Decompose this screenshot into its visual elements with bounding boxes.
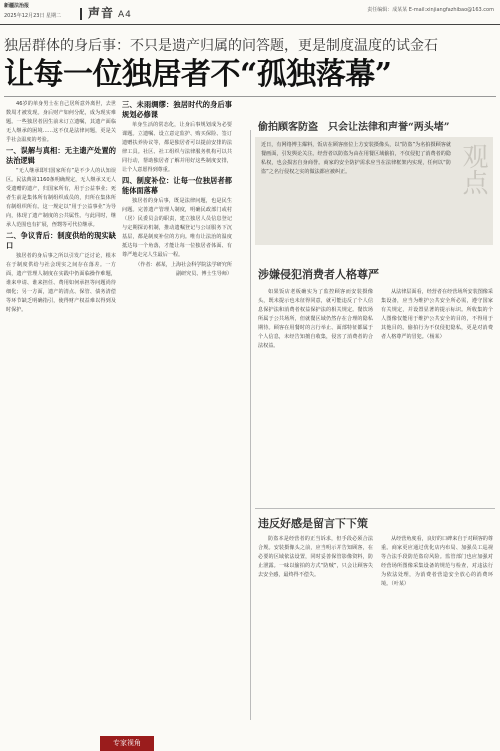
issue-date: 2025年12月23日 星期二 (4, 13, 62, 19)
box2-title: 涉嫌侵犯消费者人格尊严 (258, 268, 379, 281)
article-kicker: 独居群体的身后事：不只是遗产归属的问答题，更是制度温度的试金石 (4, 38, 438, 54)
section-4-title: 四、制度补位：让每一位独居者都能体面落幕 (122, 176, 232, 195)
box1-title: 偷拍顾客防盗 只会让法律和声誉“两头堵” (258, 122, 450, 133)
box3-column-b (381, 535, 493, 735)
box3-text-b: 从经营角度看，良好的口碑来自于对顾客的尊重。商家更应通过优化店内布局、加强员工巡视等合法手段防范盗窃风险。监管部门也应加强对经营场所图像采集设备的规范与检查，对违法行为依法处理，为消费者营造安全放心的消费环境。（叶某） (381, 536, 493, 587)
section-1-text: “无人继承即归国家所有”是不少人的认知误区。民法典第1160条明确规定，无人继承又无人受遗赠的遗产，归国家所有，用于公益事业；死者生前是集体所有制组织成员的，归所在集体所有制组织所有。这一规定以“用于公益事业”为导向，体现了遗产制度的公共属性。与此同时，继承人范围也有扩展，侄甥等可代位继承。 (6, 168, 116, 228)
section-2-text: 独居者的身后事之所以引发广泛讨论，根本在于制度供给与社会现实之间存在落差。一方面，遗产管理人制度在实践中仍面临操作难题，谁来申请、谁来担任、费用如何承担等问题尚待细化；另一方面，遗产的清点、保管、债务清偿等环节缺乏明确指引，使得财产权益难以得到及时保护。 (6, 253, 116, 313)
box1-stamp: 观点 (458, 143, 488, 195)
page-number: A4 (118, 10, 132, 20)
section-3-text: 单身生活的常态化，让身后事规划成为必要课题。立遗嘱、设立意定监护、购买保险、签订遗赠扶养协议等，都是独居者可以提前安排的法律工具。社区、社工组织与法律服务机构可以共同行动，帮助独居者了解并用好这些制度安排，让个人意愿得到尊重。 (122, 122, 232, 173)
article-byline: （作者：郝某，上海社会科学院法学研究所副研究员、博士生导师） (135, 262, 232, 277)
section-1-title: 一、误解与真相：无主遗产处置的法治逻辑 (6, 146, 116, 165)
section-name: 声音 (88, 6, 115, 20)
column-divider (250, 130, 251, 720)
section-4-text: 独居者的身后事，既是法律问题，也是民生问题。完善遗产管理人制度，明确民政部门或村（居）民委员会的职责，建立独居人员信息登记与定期探访机制，推动遗嘱登记与公证服务下沉基层，都是制度补位的方向。唯有让法治的温度抵达每一个角落，才能让每一位独居者体面、有尊严地走完人生最后一程。 (122, 198, 232, 258)
box2-column-b (381, 288, 493, 503)
section-title (80, 4, 132, 21)
box3-text-a: 防盗本是经营者的正当诉求，但手段必须合法合规。安装摄像头之前，应当明示并告知顾客，在必要的区域依法设置，同时妥善保管影像资料，防止泄露。一味以偷拍的方式“防贼”，只会让顾客失去安全感，最终得不偿失。 (258, 536, 373, 578)
paper-name: 新疆法治报 (4, 3, 30, 9)
article-column-1 (6, 100, 116, 690)
article-intro: 46岁的单身男士在自己居所意外离世，去世数周才被发现。身后财产如何分配，成为现实难题。一些独居者因生前未订立遗嘱，其遗产面临无人继承的困境……这不仅是法律问题，更是关乎社会温度的考验。 (6, 101, 116, 143)
box3-column-a (258, 535, 373, 735)
box2-column-a (258, 288, 373, 503)
box3-title: 违反好感是留言下下策 (258, 517, 368, 530)
box2-text-a: 如果饭店老板确实为了监控顾客而安装摄像头，既未提示也未征得同意，就可能违反了个人信息保护法和消费者权益保护法的相关规定。餐饮场所属于公共场所，但就餐区域仍然存在合理的隐私期待。顾客在用餐时的言行举止、面部特征都属于个人信息，未经告知擅自收集，侵害了消费者的合法权益。 (258, 289, 373, 349)
section-bar (80, 8, 82, 20)
page-header (0, 0, 500, 25)
commentary-box (255, 137, 493, 245)
article-column-2 (122, 100, 232, 720)
box-divider (255, 508, 495, 509)
editor-info: 责任编辑：成某某 E-mail:xinjiangfazhibao@163.com (367, 7, 494, 13)
article-headline: 让每一位独居者不“孤独落幕” (4, 57, 392, 92)
section-2-title: 二、争议背后：制度供给的现实缺口 (6, 231, 116, 250)
page-footer (0, 736, 500, 751)
headline-rule (4, 96, 496, 97)
section-3-title: 三、未雨绸缪：独居时代的身后事规划必修课 (122, 100, 232, 119)
box2-text-b: 从法律层面看，经营者在经营场所安装图像采集设备，应当为维护公共安全所必需，遵守国家有关规定，并设置显著的提示标识。所收集的个人图像仅能用于维护公共安全的目的，不得用于其他目的。偷拍行为不仅侵犯隐私，更是对消费者人格尊严的冒犯。（杨某） (381, 289, 493, 340)
footer-tab: 专家视角 (100, 736, 154, 751)
box1-text: 近日，有网络博主爆料，饭店在顾客座位上方安装摄像头，以“防盗”为名拍摄顾客就餐画面，引发舆论关注。经营者以防盗为由在用餐区域偷拍，不仅侵犯了消费者的隐私权，也会损害自身商誉。商家的安全防护需求应当在法律框架内实现，任何以“防盗”之名行侵权之实的做法都应被纠正。 (261, 142, 451, 175)
